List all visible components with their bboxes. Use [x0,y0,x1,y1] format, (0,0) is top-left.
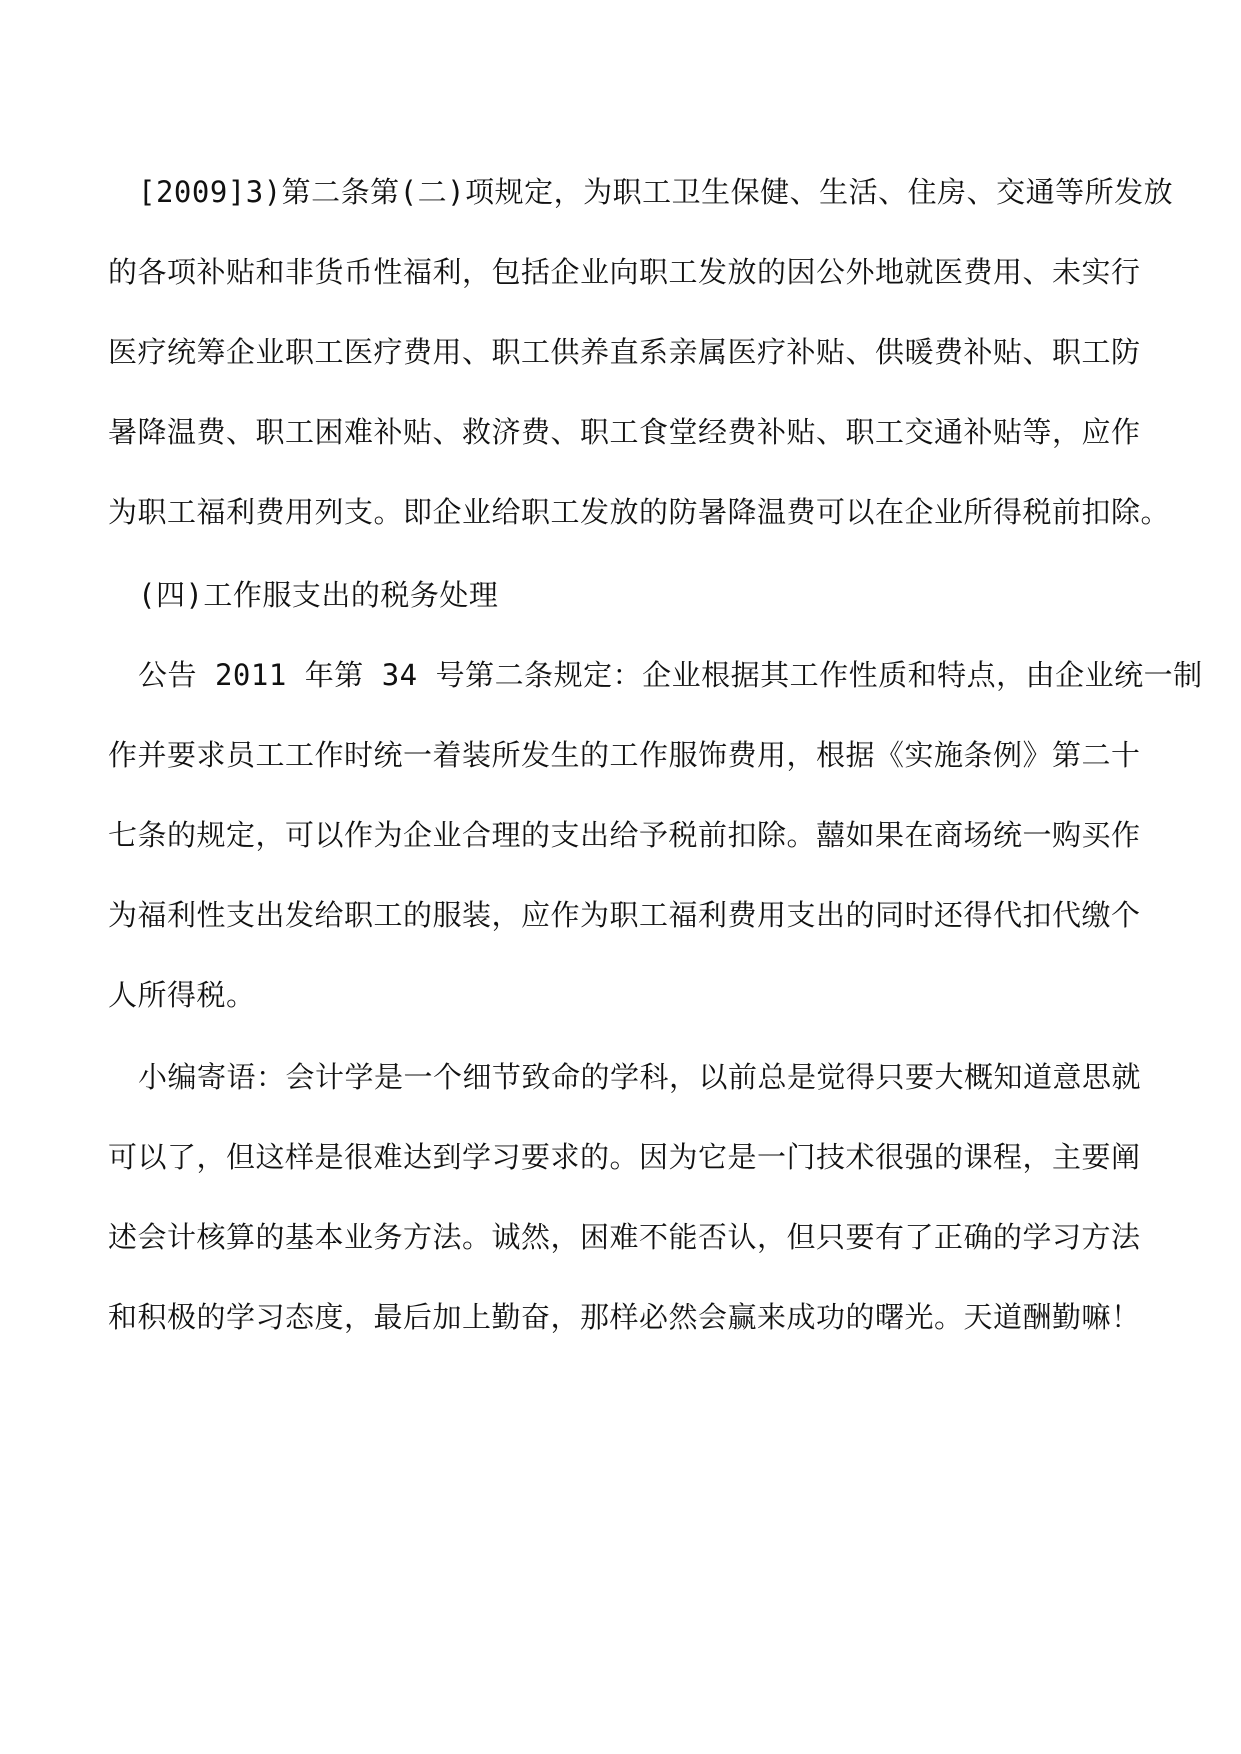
text-line: 作并要求员工工作时统一着装所发生的工作服饰费用，根据《实施条例》第二十 [108,738,1141,772]
text-line: 述会计核算的基本业务方法。诚然，困难不能否认，但只要有了正确的学习方法 [108,1220,1141,1254]
text-line: 为职工福利费用列支。即企业给职工发放的防暑降温费可以在企业所得税前扣除。 [108,495,1171,529]
text-line: 人所得税。 [108,978,256,1012]
text-line: 为福利性支出发给职工的服装，应作为职工福利费用支出的同时还得代扣代缴个 [108,898,1141,932]
text-line: 暑降温费、职工困难补贴、救济费、职工食堂经费补贴、职工交通补贴等，应作 [108,415,1141,449]
text-line: 小编寄语：会计学是一个细节致命的学科，以前总是觉得只要大概知道意思就 [138,1060,1142,1094]
text-line: [2009]3)第二条第(二)项规定，为职工卫生保健、生活、住房、交通等所发放 [138,175,1174,209]
text-line: 七条的规定，可以作为企业合理的支出给予税前扣除。囍如果在商场统一购买作 [108,818,1141,852]
text-line: 和积极的学习态度，最后加上勤奋，那样必然会赢来成功的曙光。天道酬勤嘛！ [108,1300,1141,1334]
text-line: 公告 2011 年第 34 号第二条规定：企业根据其工作性质和特点，由企业统一制 [138,658,1203,692]
text-line: 可以了，但这样是很难达到学习要求的。因为它是一门技术很强的课程，主要阐 [108,1140,1141,1174]
text-line: 的各项补贴和非货币性福利，包括企业向职工发放的因公外地就医费用、未实行 [108,255,1141,289]
section-heading: (四)工作服支出的税务处理 [138,578,499,612]
text-line: 医疗统筹企业职工医疗费用、职工供养直系亲属医疗补贴、供暖费补贴、职工防 [108,335,1141,369]
